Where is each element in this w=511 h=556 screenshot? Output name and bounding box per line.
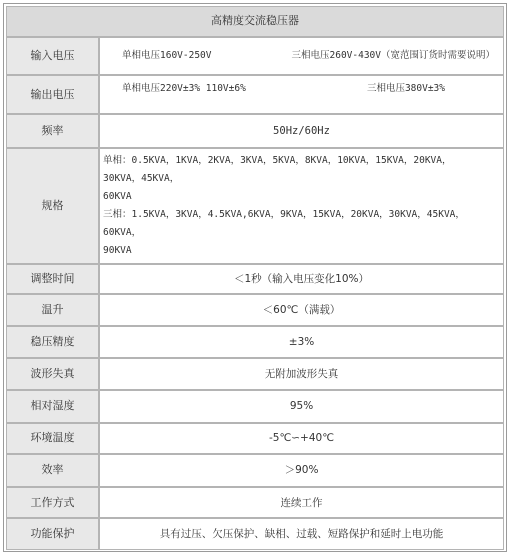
value-ambient-temp: -5℃∽+40℃ — [99, 423, 504, 455]
label-ambient-temp: 环境温度 — [6, 423, 99, 455]
input-three-phase: 三相电压260V-430V（宽范围订货时需要说明） — [291, 49, 495, 61]
label-waveform: 波形失真 — [6, 358, 99, 390]
value-spec — [99, 148, 504, 264]
output-three-phase: 三相电压380V±3% — [366, 82, 445, 94]
value-output-voltage — [99, 75, 504, 114]
row-protection — [6, 518, 504, 550]
value-temp-rise: ＜60℃（满载） — [99, 294, 504, 326]
row-input-voltage — [6, 37, 504, 76]
row-accuracy — [6, 326, 504, 359]
label-efficiency: 效率 — [6, 454, 99, 487]
value-accuracy: ±3% — [99, 326, 504, 359]
value-protection: 具有过压、欠压保护、缺相、过载、短路保护和延时上电功能 — [99, 518, 504, 550]
label-humidity: 相对湿度 — [6, 390, 99, 423]
output-single-phase: 单相电压220V±3% 110V±6% — [122, 82, 246, 94]
row-humidity — [6, 390, 504, 423]
value-efficiency: ＞90% — [99, 454, 504, 487]
label-accuracy: 稳压精度 — [6, 326, 99, 359]
label-frequency: 频率 — [6, 114, 99, 148]
label-protection: 功能保护 — [6, 518, 99, 550]
spec-line: 单相：0.5KVA，1KVA，2KVA，3KVA，5KVA，8KVA，10KVA，15KVA，20KVA， — [103, 154, 452, 166]
row-frequency — [6, 114, 504, 148]
row-temp-rise — [6, 294, 504, 326]
row-spec — [6, 148, 504, 264]
row-output-voltage — [6, 75, 504, 114]
row-waveform — [6, 358, 504, 390]
label-output-voltage: 输出电压 — [6, 75, 99, 114]
row-adjust-time — [6, 264, 504, 295]
spec-line: 60KVA， — [103, 226, 142, 238]
row-ambient-temp — [6, 423, 504, 455]
value-input-voltage — [99, 37, 504, 76]
spec-line: 60KVA — [103, 190, 132, 202]
value-humidity: 95% — [99, 390, 504, 423]
label-adjust-time: 调整时间 — [6, 264, 99, 295]
spec-line: 三相：1.5KVA，3KVA，4.5KVA,6KVA，9KVA，15KVA，20KVA，30KVA，45KVA， — [103, 208, 465, 220]
table-title: 高精度交流稳压器 — [6, 6, 504, 37]
value-frequency: 50Hz/60Hz — [99, 114, 504, 148]
value-work-mode: 连续工作 — [99, 487, 504, 519]
spec-line: 30KVA，45KVA， — [103, 172, 180, 184]
label-temp-rise: 温升 — [6, 294, 99, 326]
input-single-phase: 单相电压160V-250V — [122, 49, 212, 61]
row-work-mode — [6, 487, 504, 519]
spec-line: 90KVA — [103, 244, 132, 256]
label-work-mode: 工作方式 — [6, 487, 99, 519]
table-header-row — [6, 6, 504, 37]
value-adjust-time: ＜1秒（输入电压变化10%） — [99, 264, 504, 295]
label-spec: 规格 — [6, 148, 99, 264]
spec-table — [6, 6, 504, 550]
label-input-voltage: 输入电压 — [6, 37, 99, 76]
row-efficiency — [6, 454, 504, 487]
value-waveform: 无附加波形失真 — [99, 358, 504, 390]
